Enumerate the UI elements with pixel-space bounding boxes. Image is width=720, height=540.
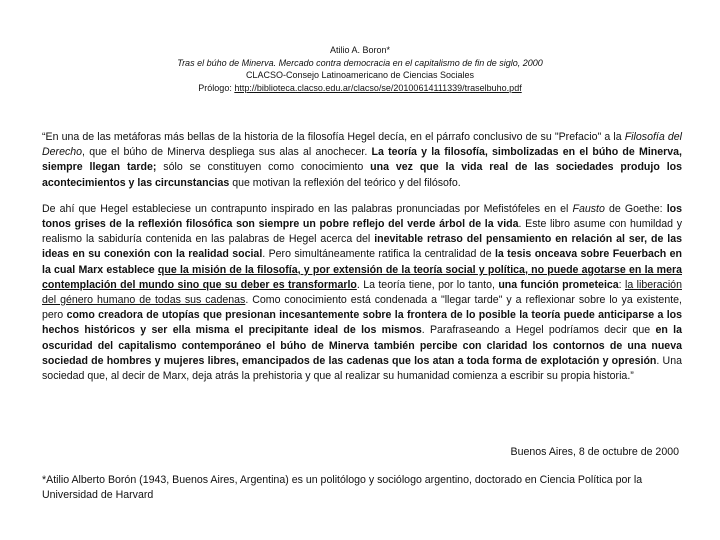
p2-text-7: . Pero simultáneamente ratifica la centralidad de — [262, 248, 495, 261]
p2-text-18: . Una sociedad que, al decir de Marx, deja atrás la prehistoria y que al realizar su humanidad comienza a escribir su propia historia.” — [42, 354, 682, 383]
prologue-link[interactable]: http://biblioteca.clacso.edu.ar/clacso/se/20100614111339/traselbuho.pdf — [234, 82, 522, 93]
prologue-line — [0, 82, 720, 95]
p2-text-16: . Parafraseando a Hegel podríamos decir que — [421, 324, 656, 337]
p2-bold-2: inevitable retraso del pensamiento en relación al ser, de las ideas en su conexión con la realidad social — [42, 233, 682, 261]
p2-bold-5: como creadora de utopías que presionan incesantemente sobre la frontera de lo posible la teoría puede anticiparse a los hechos históricos y ser ella misma el precipitante ideal de los mismos — [42, 309, 682, 337]
paragraph-1 — [42, 130, 682, 191]
p2-bold-underline-1: que la misión de la filosofía, y por extensión de la teoría social y política, no puede agotarse en la mera contemplación del mundo sino que su deber es transformarlo — [42, 263, 682, 291]
p1-book-reference: Filosofía del Derecho — [42, 131, 682, 159]
p2-text-5: . Este libro asume con humildad y realismo la sabiduría contenida en las palabras de Hegel acerca del — [42, 218, 683, 246]
p2-bold-1: los tonos grises de la reflexión filosófica son siempre un pobre reflejo del verde árbol de la vida — [42, 202, 682, 231]
p1-text-7: que motivan la reflexión del teórico y del filósofo. — [229, 176, 461, 189]
p1-bold-1: La teoría y la filosofía, simbolizadas en el búho de Minerva, siempre llegan tarde; — [42, 146, 682, 174]
p2-bold-3: la tesis onceava sobre Feuerbach en la cual Marx establece — [42, 248, 683, 276]
p1-text-5: sólo se constituyen como conocimiento — [156, 161, 371, 174]
p2-bold-4: una función prometeica — [498, 278, 619, 291]
p1-bold-2: una vez que la vida real de las sociedades produjo los acontecimientos y las circunstancias — [42, 161, 682, 189]
p2-text-14: . Como conocimiento está condenada a "llegar tarde" y a reflexionar sobre lo ya existente, pero — [42, 294, 682, 322]
publisher-line: CLACSO-Consejo Latinoamericano de Ciencias Sociales — [245, 70, 475, 80]
p2-bold-6: en la oscuridad del capitalismo contemporáneo el búho de Minerva también percibe con claridad los contornos de una nueva sociedad de hombres y mujeres libres, emancipados de las cadenas que los atan a toda forma de explotación y opresión — [42, 324, 682, 367]
document-header — [0, 44, 720, 94]
p1-text-1: “En una de las metáforas más bellas de la historia de la filosofía Hegel decía, en el párrafo conclusivo de su "Prefacio" a la — [42, 131, 625, 143]
book-title: Tras el búho de Minerva. Mercado contra democracia en el capitalismo de fin de siglo, 2000 — [177, 57, 543, 68]
prologue-label: Prólogo: — [198, 82, 235, 93]
p1-text-3: , que el búho de Minerva despliega sus alas al anochecer. — [82, 146, 372, 159]
p2-text-3: de Goethe: — [604, 202, 667, 215]
p2-text-12: : — [618, 278, 625, 291]
p2-underline-2: la liberación del género humano de todas sus cadenas — [42, 278, 682, 307]
quote-body — [42, 130, 682, 395]
signature-date: Buenos Aires, 8 de octubre de 2000 — [510, 446, 679, 458]
p2-fausto: Fausto — [572, 202, 605, 215]
author-line: Atilio A. Boron* — [329, 45, 391, 55]
p2-text-1: De ahí que Hegel estableciese un contrapunto inspirado en las palabras pronunciadas por Mefistófeles en el — [42, 202, 573, 215]
p2-text-10: . La teoría tiene, por lo tanto, — [356, 278, 499, 291]
paragraph-2 — [42, 202, 682, 384]
author-footnote: *Atilio Alberto Borón (1943, Buenos Aires, Argentina) es un politólogo y sociólogo argentino, doctorado en Ciencia Política por la Universidad de Harvard — [42, 474, 643, 502]
